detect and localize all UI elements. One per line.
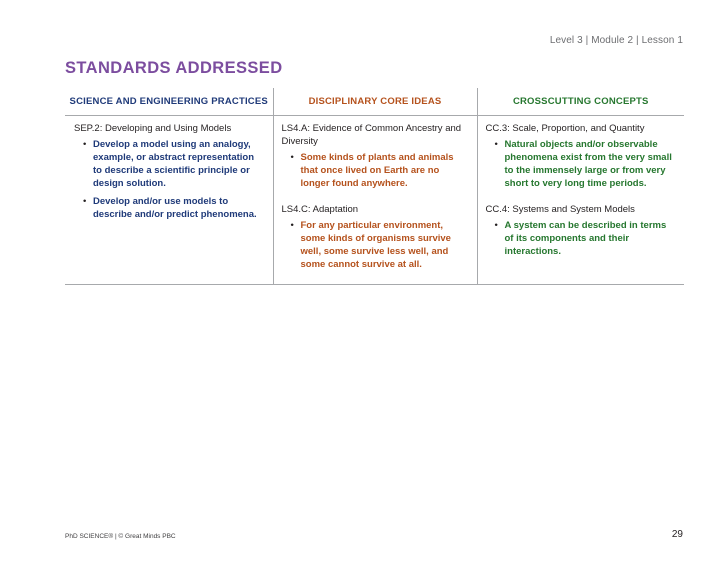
cc-point: • Natural objects and/or observable phenomena exist from the very small to the immensely large or from very short to very long time periods. [496,138,677,190]
table-header-row [65,88,684,116]
cc-points [486,138,677,190]
dci-cell [273,116,477,285]
page-number: 29 [671,529,683,540]
header-disciplinary-core-ideas: DISCIPLINARY CORE IDEAS [273,88,477,116]
sep-point: • Develop and/or use models to describe and/or predict phenomena. [84,195,265,221]
dci-points [282,151,469,190]
sep-points [74,138,265,221]
page-title: STANDARDS ADDRESSED [65,59,283,77]
dci-code: LS4.C: Adaptation [281,204,359,215]
footer-copyright: PhD SCIENCE® | © Great Minds PBC [65,533,176,540]
dci-points [282,219,469,271]
sep-cell [65,116,273,285]
standards-table [65,88,684,285]
cc-code: CC.4: Systems and System Models [485,204,635,215]
cc-cell [477,116,684,285]
cc-code: CC.3: Scale, Proportion, and Quantity [485,123,645,134]
dci-point: • For any particular environment, some kinds of organisms survive well, some survive less well, and some cannot survive at all. [292,219,469,271]
dci-point: • Some kinds of plants and animals that once lived on Earth are no longer found anywhere. [292,151,469,190]
sep-code: SEP.2: Developing and Using Models [74,123,232,134]
dci-code: LS4.A: Evidence of Common Ancestry and Diversity [281,123,462,147]
header-crosscutting-concepts: CROSSCUTTING CONCEPTS [477,88,684,116]
cc-point: • A system can be described in terms of its components and their interactions. [496,219,677,258]
sep-point: • Develop a model using an analogy, example, or abstract representation to describe a scientific principle or design solution. [84,138,265,190]
header-science-engineering-practices: SCIENCE AND ENGINEERING PRACTICES [65,88,273,116]
cc-points [486,219,677,258]
table-row [65,116,684,285]
lesson-breadcrumb: Level 3 | Module 2 | Lesson 1 [549,35,683,46]
